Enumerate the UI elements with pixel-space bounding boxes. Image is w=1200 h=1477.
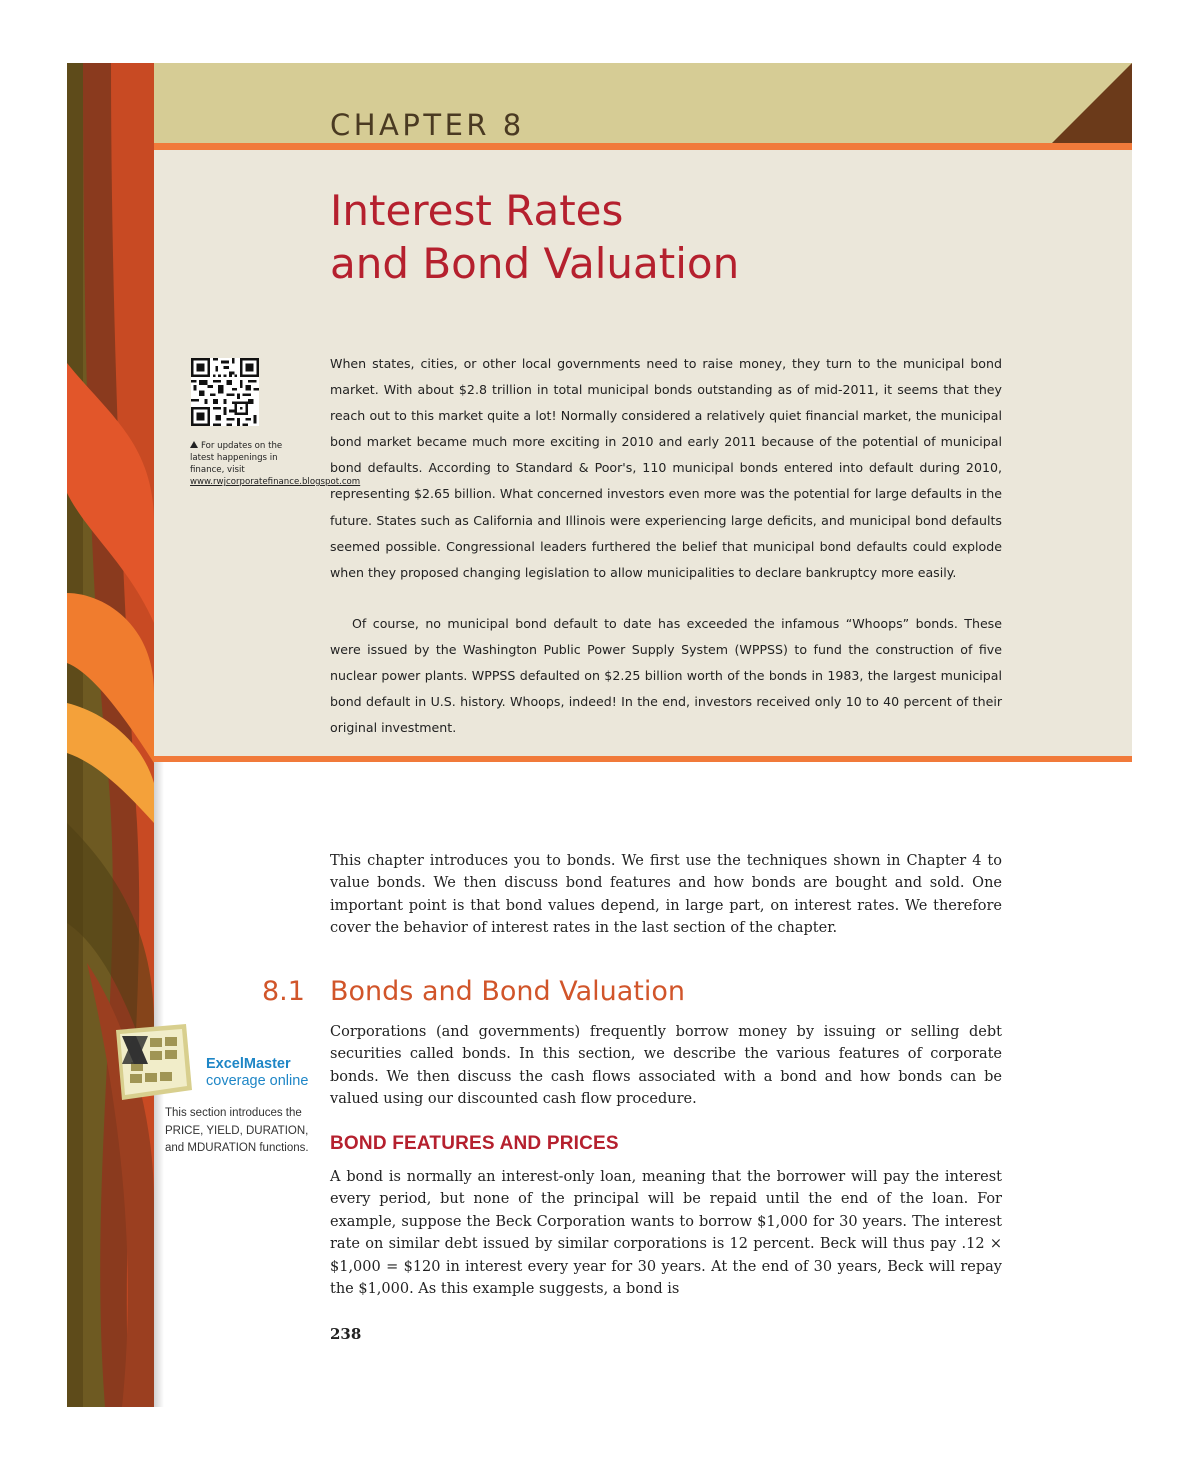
excelmaster-note: This section introduces the PRICE, YIELD, DURATION, and MDURATION functions. [165,1107,309,1154]
section-number: 8.1 [262,976,305,1007]
decorative-left-strip [67,63,154,1407]
qr-code-icon[interactable] [191,358,259,426]
page-number: 238 [330,1325,362,1343]
header-rule-top [154,143,1132,150]
chapter-header-band [154,63,1132,143]
bond-features-paragraph: A bond is normally an interest-only loan, meaning that the borrower will pay the interest every period, but none of the principal will be repaid until the end of the loan. For example, suppose the Beck Corporation wants to borrow $1,000 for 30 years. The interest rate on similar debt issued by similar corporations is 12 percent. Beck will thus pay .12 × $1,000 = $120 in interest every year for 30 years. At the end of 30 years, Beck will repay the $1,000. As this example suggests, a bond is [330,1169,1002,1298]
sidebar-note-link[interactable]: www.rwjcorporatefinance.blogspot.com [190,477,361,487]
section-paragraph: Corporations (and governments) frequently borrow money by issuing or selling debt securities called bonds. In this section, we describe the various features of corporate bonds. We then discuss the cash flows associated with a bond and how bonds can be valued using our discounted cash flow procedure. [330,1024,1002,1108]
excelmaster-brand[interactable] [206,1056,308,1090]
sidebar-note-text: For updates on the latest happenings in finance, visit [190,441,283,475]
header-corner-triangle [1052,63,1132,143]
body-intro-paragraph: This chapter introduces you to bonds. We first use the techniques shown in Chapter 4 to value bonds. We then discuss bond features and how bonds are bought and sold. One important point is that bond values depend, in large part, on interest rates. We therefore cover the behavior of interest rates in the last section of the chapter. [330,853,1002,937]
chapter-title [330,184,739,290]
chapter-label: CHAPTER 8 [330,108,525,142]
triangle-pointer-icon [190,441,198,448]
chapter-title-line1: Interest Rates [330,186,624,235]
excelmaster-name: ExcelMaster [206,1056,291,1072]
intro-paragraph-2: Of course, no municipal bond default to date has exceeded the infamous “Whoops” bonds. These were issued by the Washington Public Power Supply System (WPPSS) to fund the construction of five nuclear power plants. WPPSS defaulted on $2.25 billion worth of the bonds in 1983, the largest municipal bond default in U.S. history. Whoops, indeed! In the end, investors received only 10 to 40 percent of their original investment. [330,616,1002,736]
header-rule-bottom [154,756,1132,762]
chapter-title-line2: and Bond Valuation [330,239,740,288]
excelmaster-subtitle: coverage online [206,1073,309,1089]
intro-paragraph-1: When states, cities, or other local governments need to raise money, they turn to the municipal bond market. With about $2.8 trillion in total municipal bonds outstanding as of mid-2011, it seems that they reach out to this market quite a lot! Normally considered a relatively quiet financial market, the municipal bond market became much more exciting in 2010 and early 2011 because of the potential of municipal bond defaults. According to Standard & Poor's, 110 municipal bonds entered into default during 2010, representing $2.65 billion. What concerned investors even more was the potential for large defaults in the future. States such as California and Illinois were experiencing large deficits, and municipal bond defaults seemed possible. Congressional leaders furthered the belief that municipal bond defaults could explode when they proposed changing legislation to allow municipalities to declare bankruptcy more easily. [330,356,1002,580]
section-title: Bonds and Bond Valuation [330,976,685,1007]
sidebar-note [190,440,361,488]
subsection-heading: BOND FEATURES AND PRICES [330,1133,619,1154]
excel-icon [112,1024,192,1100]
